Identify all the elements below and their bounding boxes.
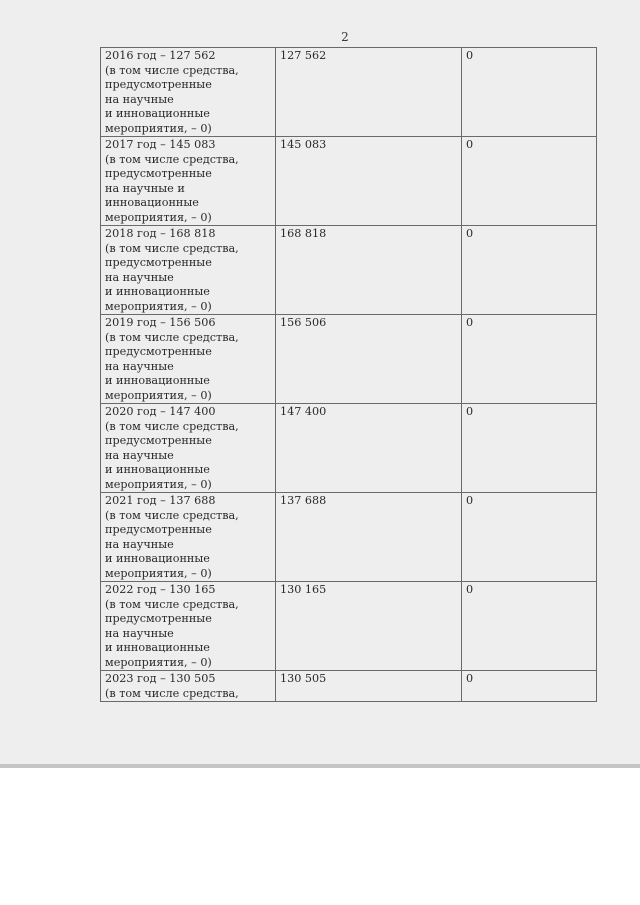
cell-line: предусмотренные: [105, 167, 212, 180]
cell-line: (в том числе средства,: [105, 63, 239, 77]
cell-line: и инновационные: [105, 374, 210, 387]
cell-line: на научные: [105, 92, 174, 106]
table-row: [101, 226, 597, 315]
cell-line: на научные: [105, 626, 174, 640]
funding-table: [100, 47, 597, 702]
cell-line: (в том числе средства,: [105, 508, 239, 522]
cell-line: (в том числе средства,: [105, 597, 239, 611]
cell-line: (в том числе средства,: [105, 152, 239, 166]
year-description-cell: [101, 404, 276, 493]
cell-line: предусмотренные: [105, 612, 212, 625]
cell-line: на научные: [105, 537, 174, 551]
cell-line: предусмотренные: [105, 78, 212, 91]
amount-cell: 130 165: [276, 582, 462, 671]
cell-line: 2018 год – 168 818: [105, 227, 216, 240]
cell-line: 2017 год – 145 083: [105, 138, 216, 151]
table-row: [101, 671, 597, 702]
cell-line: 2020 год – 147 400: [105, 405, 216, 418]
cell-line: (в том числе средства,: [105, 419, 239, 433]
year-description-cell: [101, 582, 276, 671]
extra-cell: 0: [462, 671, 597, 702]
cell-line: мероприятия, – 0): [105, 566, 212, 580]
cell-line: 2019 год – 156 506: [105, 316, 216, 329]
cell-line: на научные: [105, 448, 174, 462]
amount-cell: 137 688: [276, 493, 462, 582]
cell-line: и инновационные: [105, 552, 210, 565]
cell-line: 2021 год – 137 688: [105, 494, 216, 507]
cell-line: инновационные: [105, 196, 199, 209]
table-row: [101, 48, 597, 137]
year-description-cell: [101, 137, 276, 226]
table-row: [101, 404, 597, 493]
extra-cell: 0: [462, 404, 597, 493]
cell-line: мероприятия, – 0): [105, 388, 212, 402]
extra-cell: 0: [462, 493, 597, 582]
cell-line: на научные: [105, 359, 174, 373]
table-row: [101, 582, 597, 671]
cell-line: (в том числе средства,: [105, 330, 239, 344]
cell-line: и инновационные: [105, 463, 210, 476]
table-row: [101, 493, 597, 582]
extra-cell: 0: [462, 137, 597, 226]
extra-cell: 0: [462, 48, 597, 137]
cell-line: и инновационные: [105, 641, 210, 654]
table-row: [101, 315, 597, 404]
cell-line: предусмотренные: [105, 256, 212, 269]
cell-line: (в том числе средства,: [105, 241, 239, 255]
cell-line: мероприятия, – 0): [105, 477, 212, 491]
amount-cell: 156 506: [276, 315, 462, 404]
amount-cell: 127 562: [276, 48, 462, 137]
amount-cell: 130 505: [276, 671, 462, 702]
year-description-cell: [101, 671, 276, 702]
extra-cell: 0: [462, 582, 597, 671]
cell-line: 2016 год – 127 562: [105, 49, 216, 62]
cell-line: 2022 год – 130 165: [105, 583, 216, 596]
cell-line: предусмотренные: [105, 523, 212, 536]
amount-cell: 147 400: [276, 404, 462, 493]
cell-line: мероприятия, – 0): [105, 299, 212, 313]
amount-cell: 145 083: [276, 137, 462, 226]
cell-line: и инновационные: [105, 285, 210, 298]
extra-cell: 0: [462, 315, 597, 404]
cell-line: мероприятия, – 0): [105, 655, 212, 669]
year-description-cell: [101, 315, 276, 404]
cell-line: на научные: [105, 270, 174, 284]
cell-line: мероприятия, – 0): [105, 121, 212, 135]
cell-line: (в том числе средства,: [105, 686, 239, 700]
extra-cell: 0: [462, 226, 597, 315]
table-row: [101, 137, 597, 226]
year-description-cell: [101, 493, 276, 582]
year-description-cell: [101, 48, 276, 137]
cell-line: 2023 год – 130 505: [105, 672, 216, 685]
cell-line: и инновационные: [105, 107, 210, 120]
cell-line: мероприятия, – 0): [105, 210, 212, 224]
year-description-cell: [101, 226, 276, 315]
amount-cell: 168 818: [276, 226, 462, 315]
page-number: 2: [341, 30, 349, 44]
cell-line: на научные и: [105, 181, 185, 195]
cell-line: предусмотренные: [105, 434, 212, 447]
cell-line: предусмотренные: [105, 345, 212, 358]
